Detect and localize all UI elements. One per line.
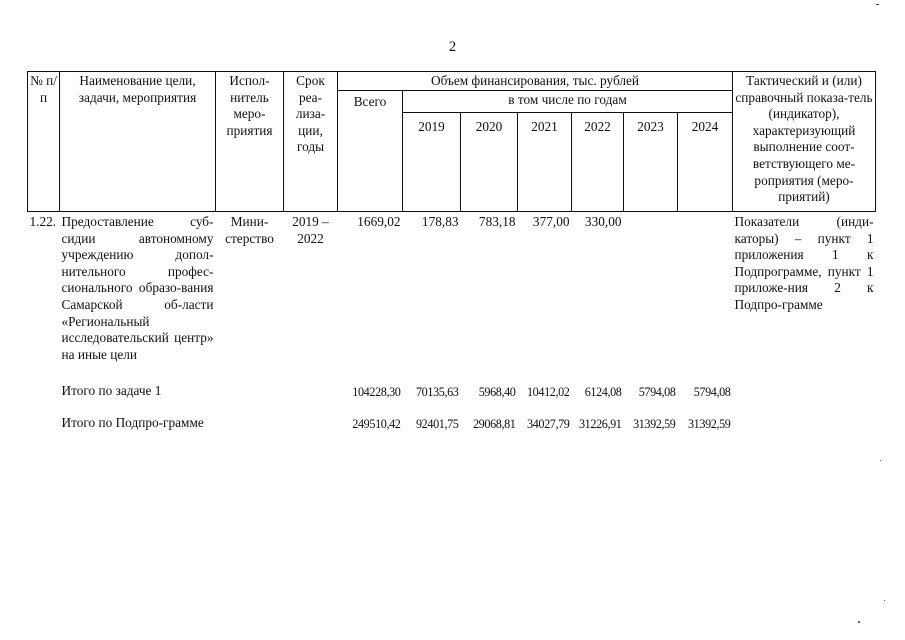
total-spacer [284, 401, 338, 433]
total-spacer [284, 363, 338, 401]
scan-speck [858, 621, 860, 623]
header-no: № п/п [28, 72, 60, 212]
scan-speck [876, 4, 879, 5]
header-year: 2020 [461, 113, 518, 212]
total-spacer [216, 401, 284, 433]
total-value: 5794,08 [693, 385, 731, 400]
header-year: 2019 [403, 113, 461, 212]
total-value: 34027,79 [526, 416, 570, 431]
total-label: Итого по Подпро-грамме [61, 414, 204, 430]
header-by-years: в том числе по годам [403, 90, 733, 112]
table-row [28, 363, 876, 401]
financing-table [27, 71, 876, 433]
row-name: Предоставление суб-сидии автономному учреждению допол-нительного профес-сионального образо-вания Самарской об-ласти «Региональный исследовательский центр» на иные цели [61, 214, 214, 362]
total-value: 249510,42 [352, 416, 401, 431]
row-value: 783,18 [478, 214, 516, 229]
total-spacer [28, 401, 60, 433]
total-value: 5794,08 [638, 385, 676, 400]
row-indicator: Показатели (инди-каторы) – пункт 1 приложения 1 к Подпрограмме, пункт 1 приложе-ния 2 к Подпро-грамме [734, 214, 874, 312]
header-year: 2024 [678, 113, 733, 212]
header-name: Наименование цели, задачи, мероприятия [60, 72, 216, 212]
total-value: 31226,91 [578, 416, 622, 431]
total-value: 104228,30 [352, 385, 401, 400]
total-value: 10412,02 [526, 385, 570, 400]
header-indicator: Тактический и (или) справочный показа-тель (индикатор), характеризующий выполнение соот-ветствующего ме-роприятия (меро-приятий) [733, 72, 876, 212]
header-executor: Испол-нитель меро-приятия [216, 72, 284, 212]
scan-speck [884, 600, 885, 601]
table-row [28, 401, 876, 433]
total-spacer [28, 363, 60, 401]
row-value: 377,00 [532, 214, 570, 229]
total-label: Итого по задаче 1 [61, 383, 162, 399]
total-value: 31392,59 [687, 416, 731, 431]
row-total: 1669,02 [357, 214, 401, 229]
row-value: 330,00 [584, 214, 622, 229]
total-value: 29068,81 [472, 416, 516, 431]
total-spacer [733, 363, 876, 401]
page-number: 2 [448, 39, 457, 55]
total-value: 5968,40 [478, 385, 516, 400]
total-value: 6124,08 [584, 385, 622, 400]
header-year: 2023 [624, 113, 678, 212]
scan-speck [880, 460, 881, 461]
total-value: 70135,63 [415, 385, 459, 400]
row-term: 2019 – 2022 [292, 214, 329, 246]
header-total: Всего [338, 90, 403, 211]
total-spacer [733, 401, 876, 433]
table-row [28, 212, 876, 364]
row-number: 1.22. [29, 214, 57, 229]
row-value [678, 212, 733, 364]
header-year: 2021 [518, 113, 572, 212]
header-year: 2022 [572, 113, 624, 212]
header-finance: Объем финансирования, тыс. рублей [338, 72, 733, 91]
row-value [624, 212, 678, 364]
row-executor: Мини-стерство [225, 214, 274, 246]
total-value: 92401,75 [415, 416, 459, 431]
header-term: Срок реа-лиза-ции, годы [284, 72, 338, 212]
row-value: 178,83 [421, 214, 459, 229]
total-spacer [216, 363, 284, 401]
total-value: 31392,59 [632, 416, 676, 431]
